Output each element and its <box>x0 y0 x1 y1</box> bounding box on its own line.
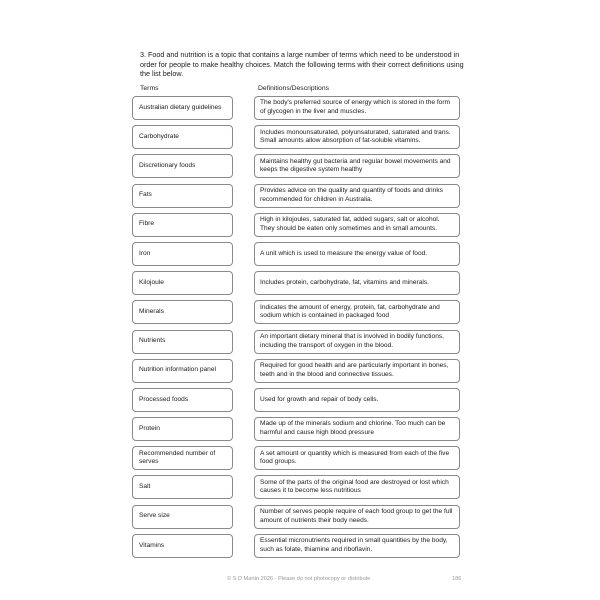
table-row <box>132 417 462 446</box>
term-box: Recommended number of serves <box>132 446 233 470</box>
table-row <box>132 154 462 183</box>
term-box: Australian dietary guidelines <box>132 96 233 120</box>
term-box: Kilojoule <box>132 271 233 295</box>
term-box: Serve size <box>132 505 233 529</box>
table-row <box>132 213 462 242</box>
definition-box: A unit which is used to measure the energy value of food. <box>254 242 460 266</box>
terms-header: Terms <box>140 85 159 92</box>
definition-box: High in kilojoules, saturated fat, added sugars, salt or alcohol. They should be eaten only sometimes and in small amounts. <box>254 213 460 237</box>
table-row <box>132 184 462 213</box>
definition-box: Includes monounsaturated, polyunsaturated, saturated and trans. Small amounts allow absorption of fat-soluble vitamins. <box>254 125 460 149</box>
table-row <box>132 96 462 125</box>
term-box: Fibre <box>132 213 233 237</box>
term-box: Processed foods <box>132 388 233 412</box>
term-box: Iron <box>132 242 233 266</box>
definition-box: A set amount or quantity which is measured from each of the five food groups. <box>254 446 460 470</box>
definition-box: Used for growth and repair of body cells. <box>254 388 460 412</box>
definition-box: Maintains healthy gut bacteria and regular bowel movements and keeps the digestive system healthy <box>254 154 460 178</box>
definition-box: Number of serves people require of each food group to get the full amount of nutrients their body needs. <box>254 505 460 529</box>
definition-box: Provides advice on the quality and quantity of foods and drinks recommended for children in Australia. <box>254 184 460 208</box>
definition-box: Essential micronutrients required in small quantities by the body, such as folate, thiamine and riboflavin. <box>254 534 460 558</box>
table-row <box>132 475 462 504</box>
term-box: Carbohydrate <box>132 125 233 149</box>
definition-box: The body's preferred source of energy which is stored in the form of glycogen in the liver and muscles. <box>254 96 460 120</box>
term-box: Nutrients <box>132 330 233 354</box>
question-text: 3. Food and nutrition is a topic that contains a large number of terms which need to be understood in order for people to make healthy choices. Match the following terms with their correct definitions using the list below. <box>140 50 464 79</box>
matching-table <box>132 96 462 563</box>
table-row <box>132 388 462 417</box>
definition-box: Indicates the amount of energy, protein, fat, carbohydrate and sodium which is contained in packaged food <box>254 300 460 324</box>
definition-box: Required for good health and are particularly important in bones, teeth and in the blood and connective tissues. <box>254 359 460 383</box>
definition-box: Made up of the minerals sodium and chlorine. Too much can be harmful and cause high blood pressure <box>254 417 460 441</box>
table-row <box>132 505 462 534</box>
table-row <box>132 125 462 154</box>
definition-box: Some of the parts of the original food are destroyed or lost which causes it to become less nutritious <box>254 475 460 499</box>
term-box: Discretionary foods <box>132 154 233 178</box>
table-row <box>132 300 462 329</box>
table-row <box>132 271 462 300</box>
page-number: 186 <box>452 576 462 582</box>
term-box: Vitamins <box>132 534 233 558</box>
table-row <box>132 330 462 359</box>
definitions-header: Definitions/Descriptions <box>258 85 330 92</box>
term-box: Salt <box>132 475 233 499</box>
table-row <box>132 534 462 563</box>
term-box: Minerals <box>132 300 233 324</box>
definition-box: Includes protein, carbohydrate, fat, vitamins and minerals. <box>254 271 460 295</box>
term-box: Protein <box>132 417 233 441</box>
copyright-footer: © S D Martin 2026 - Please do not photocopy or distribute <box>227 576 371 582</box>
table-row <box>132 242 462 271</box>
definition-box: An important dietary mineral that is involved in bodily functions, including the transport of oxygen in the blood. <box>254 330 460 354</box>
table-row <box>132 446 462 475</box>
table-row <box>132 359 462 388</box>
term-box: Nutrition information panel <box>132 359 233 383</box>
term-box: Fats <box>132 184 233 208</box>
